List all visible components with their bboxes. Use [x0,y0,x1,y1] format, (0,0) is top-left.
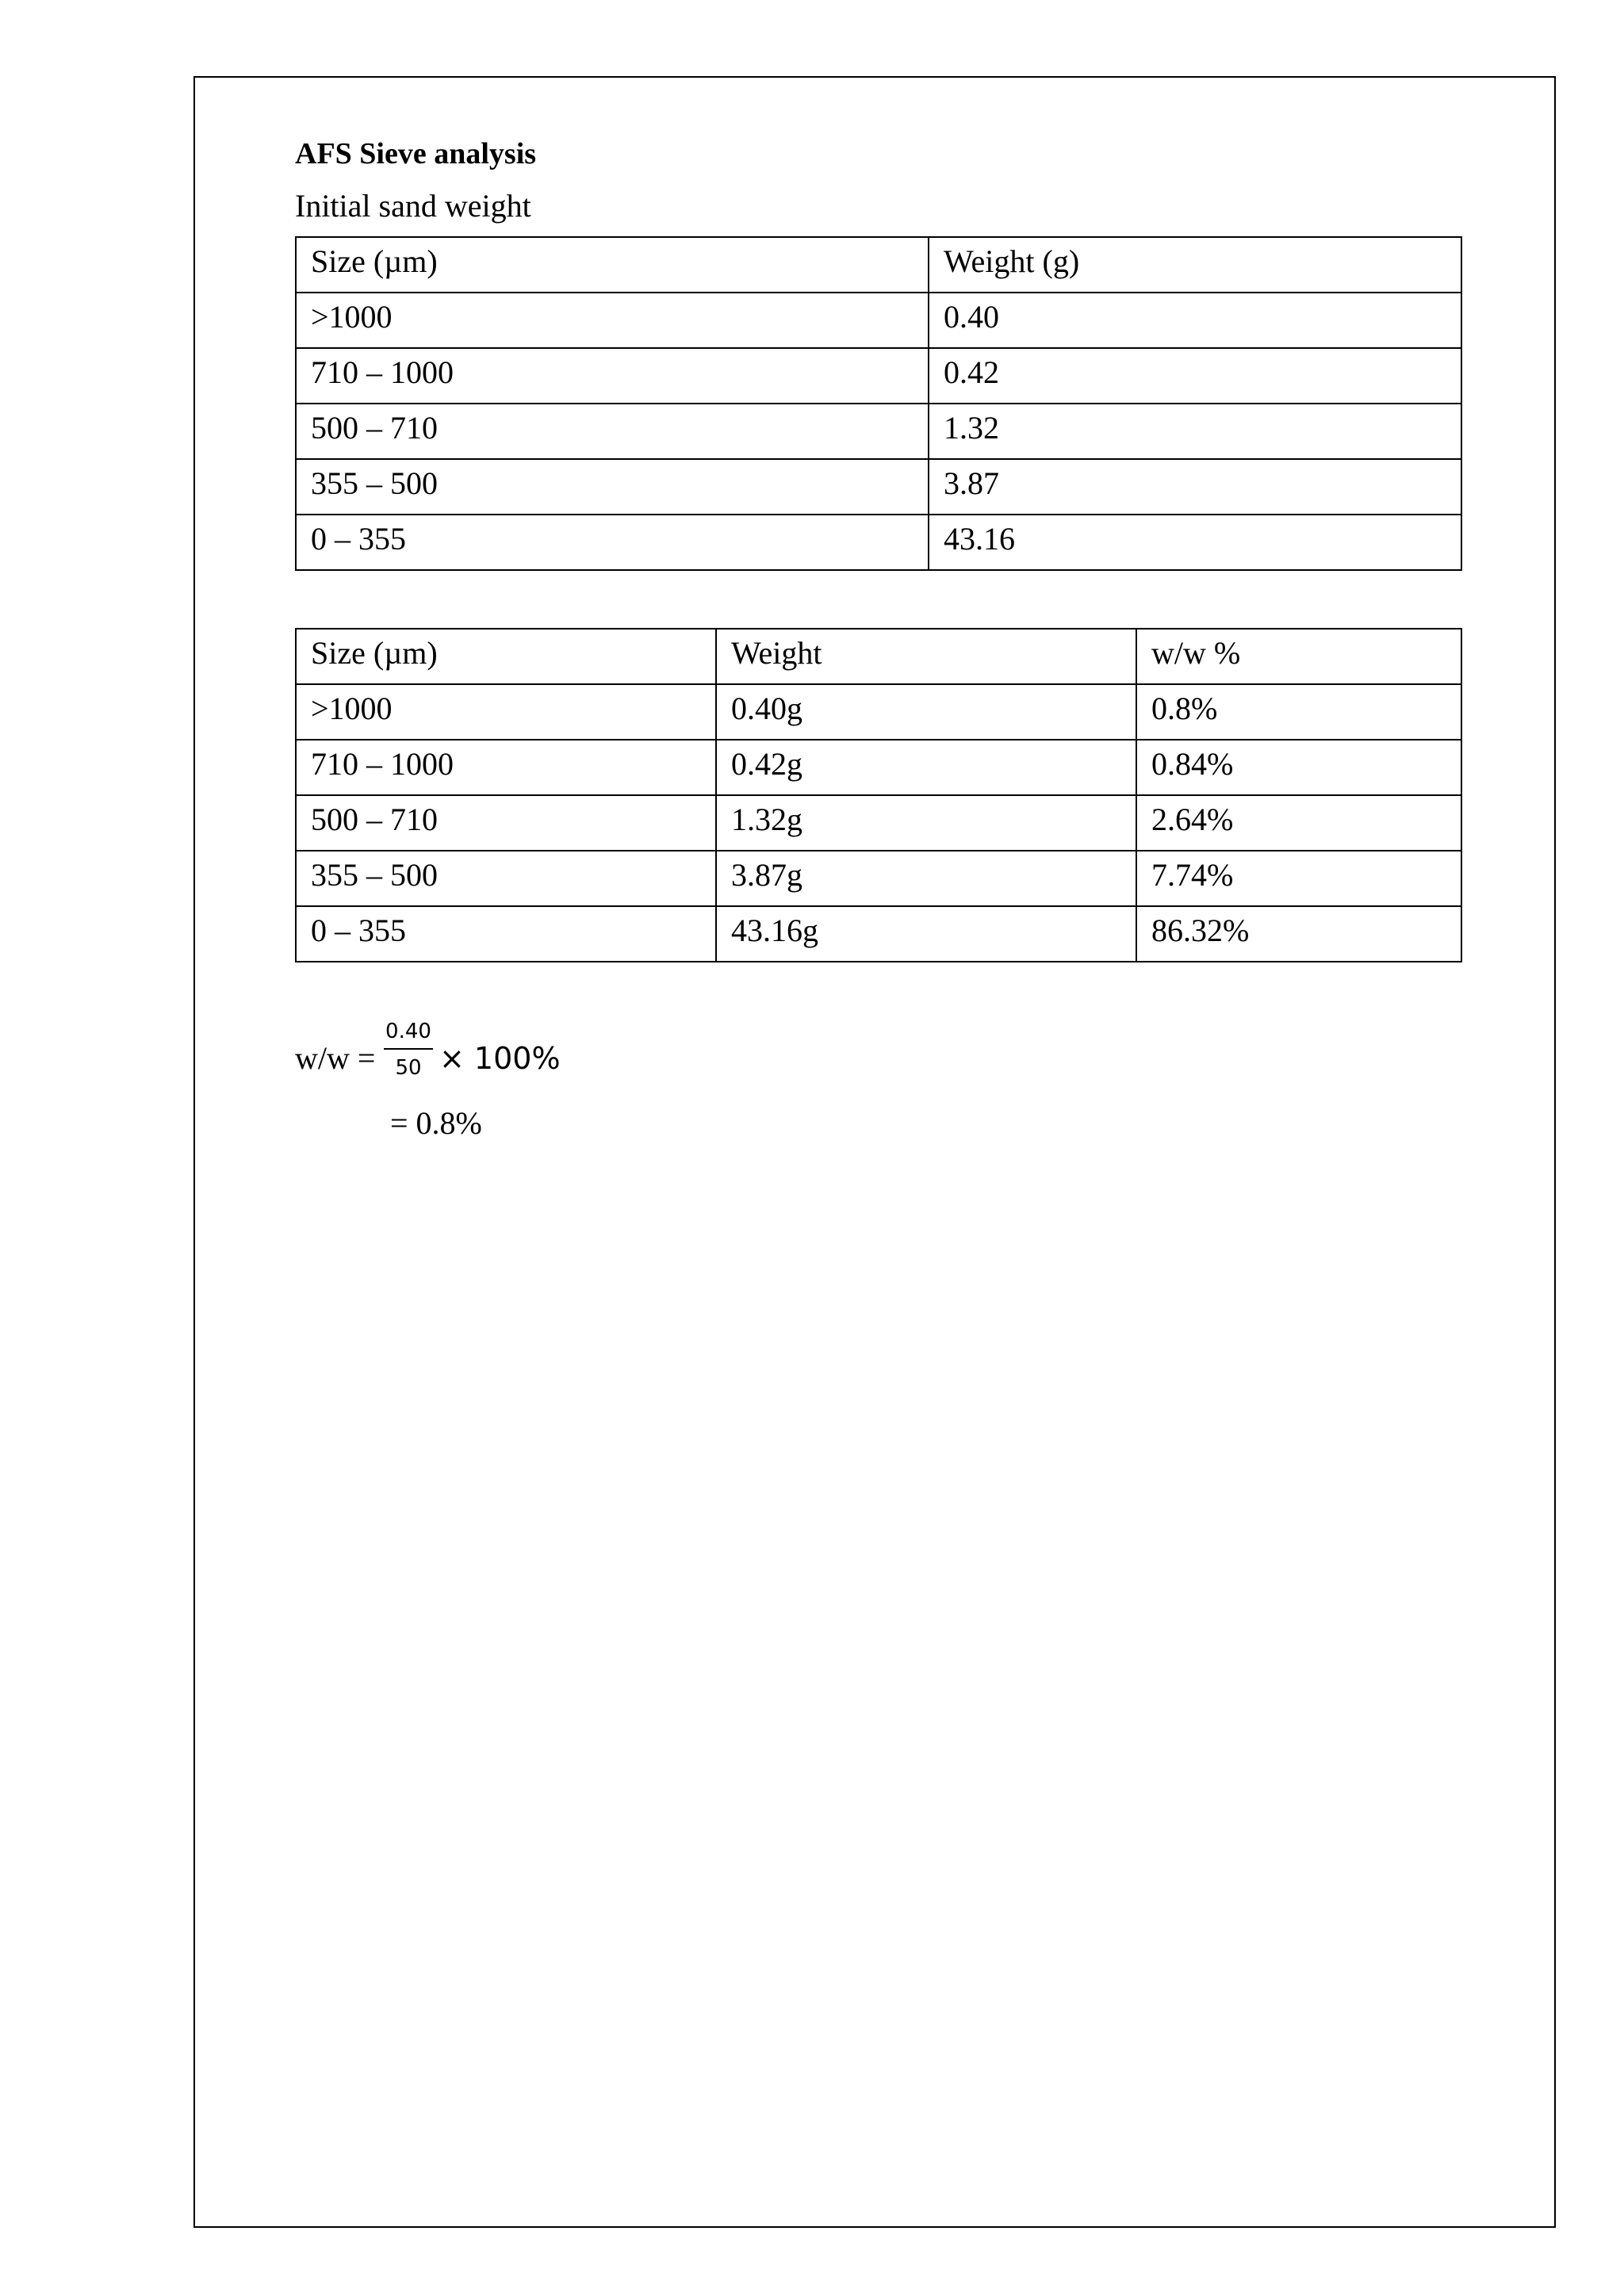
formula-fraction [381,1018,436,1081]
document-body [295,133,1461,1151]
size-cell: 355 – 500 [296,851,716,906]
table-header-row [296,237,1461,293]
table-header-cell: Size (µm) [296,629,716,684]
weight-cell: 43.16g [716,906,1136,962]
table-row [296,293,1461,348]
size-cell: 500 – 710 [296,404,929,459]
formula-numerator: 0.40 [385,1020,431,1043]
table-row [296,795,1461,851]
size-cell: 0 – 355 [296,515,929,570]
weight-cell: 3.87g [716,851,1136,906]
size-cell: 355 – 500 [296,459,929,515]
formula-result: = 0.8% [390,1105,482,1141]
formula-multiplier: × 100% [439,1041,561,1076]
percentage-cell: 86.32% [1136,906,1461,962]
weight-cell: 0.40g [716,684,1136,740]
document-title: AFS Sieve analysis [295,137,537,170]
table-row [296,851,1461,906]
size-cell: 710 – 1000 [296,348,929,404]
table-header-cell: w/w % [1136,629,1461,684]
table-row [296,515,1461,570]
table-header-row [296,629,1461,684]
table-header-cell: Size (µm) [296,237,929,293]
table-row [296,348,1461,404]
weight-cell: 0.42 [929,348,1461,404]
percentage-cell: 0.8% [1136,684,1461,740]
document-subtitle: Initial sand weight [295,188,531,224]
weight-cell: 0.42g [716,740,1136,795]
table-row [296,906,1461,962]
percentage-cell: 0.84% [1136,740,1461,795]
formula-denominator: 50 [395,1056,422,1080]
ww-formula [295,1008,1461,1151]
fraction-bar [384,1048,433,1050]
size-cell: >1000 [296,684,716,740]
table-header-cell: Weight (g) [929,237,1461,293]
initial-sand-weight-table [295,236,1462,571]
size-cell: 710 – 1000 [296,740,716,795]
weight-cell: 3.87 [929,459,1461,515]
table-row [296,459,1461,515]
table-header-cell: Weight [716,629,1136,684]
table-row [296,684,1461,740]
weight-cell: 0.40 [929,293,1461,348]
percentage-cell: 7.74% [1136,851,1461,906]
size-cell: >1000 [296,293,929,348]
weight-cell: 43.16 [929,515,1461,570]
size-cell: 0 – 355 [296,906,716,962]
weight-cell: 1.32 [929,404,1461,459]
formula-lhs: w/w = [295,1040,376,1076]
percentage-cell: 2.64% [1136,795,1461,851]
weight-cell: 1.32g [716,795,1136,851]
size-cell: 500 – 710 [296,795,716,851]
table-row [296,404,1461,459]
weight-percentage-table [295,628,1462,962]
table-row [296,740,1461,795]
